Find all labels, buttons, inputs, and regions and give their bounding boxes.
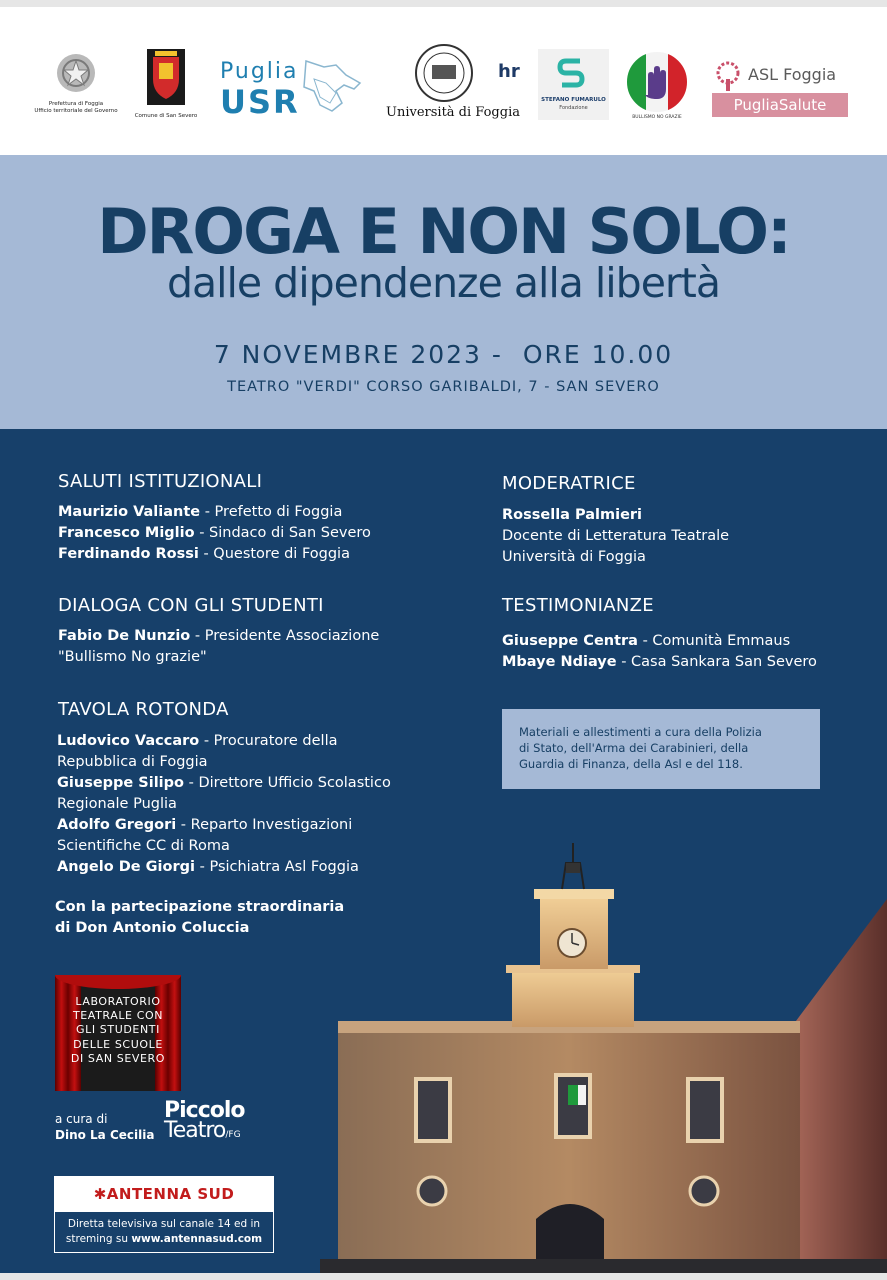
a-cura-di bbox=[55, 1111, 154, 1143]
person-role: - Procuratore della bbox=[199, 733, 338, 749]
pugliasalute-label: PugliaSalute bbox=[712, 93, 848, 117]
fg-suffix: /FG bbox=[225, 1130, 241, 1140]
person-name: Giuseppe Centra bbox=[502, 633, 638, 649]
person-name: Angelo De Giorgi bbox=[57, 859, 195, 875]
tree-icon bbox=[712, 61, 744, 93]
antenna-brand: ANTENNA SUD bbox=[106, 1185, 235, 1203]
partecipazione-line-2: di Don Antonio Coluccia bbox=[55, 920, 250, 936]
tavola-line-1 bbox=[57, 731, 338, 752]
title-band bbox=[0, 155, 887, 429]
usr-logo bbox=[218, 51, 372, 127]
tavola-line-4: Regionale Puglia bbox=[57, 796, 177, 812]
asl-logo bbox=[712, 59, 848, 117]
testimonianze-line-2 bbox=[502, 652, 817, 673]
main-title: DROGA E NON SOLO: bbox=[97, 195, 790, 268]
lab-line-3: GLI STUDENTI bbox=[76, 1023, 160, 1037]
antenna-text bbox=[55, 1217, 273, 1247]
person-name: Mbaye Ndiaye bbox=[502, 654, 617, 670]
person-name: Maurizio Valiante bbox=[58, 504, 201, 520]
note-line-1: Materiali e allestimenti a cura della Polizia bbox=[519, 725, 762, 739]
antenna-url[interactable]: www.antennasud.com bbox=[131, 1233, 263, 1245]
palazzo-building-image bbox=[320, 839, 887, 1273]
moderatrice-line-2: Docente di Letteratura Teatrale bbox=[502, 528, 730, 544]
city-crest-icon bbox=[133, 47, 199, 109]
antenna-sud-logo bbox=[55, 1177, 273, 1212]
dialoga-heading: DIALOGA CON GLI STUDENTI bbox=[58, 595, 324, 616]
person-name: Adolfo Gregori bbox=[57, 817, 177, 833]
note-line-2: di Stato, dell'Arma dei Carabinieri, della bbox=[519, 741, 749, 755]
fumarulo-s-icon bbox=[538, 49, 609, 95]
tavola-line-7 bbox=[57, 857, 359, 878]
person-role: - Casa Sankara San Severo bbox=[616, 654, 817, 670]
moderatrice-name: Rossella Palmieri bbox=[502, 507, 643, 523]
event-poster bbox=[0, 7, 887, 1273]
event-venue: TEATRO "VERDI" CORSO GARIBALDI, 7 - SAN SEVERO bbox=[227, 379, 660, 395]
usr-text: USR bbox=[220, 83, 300, 121]
person-name: Giuseppe Silipo bbox=[57, 775, 184, 791]
bullismo-label: BULLISMO NO GRAZIE bbox=[632, 115, 682, 120]
laboratorio-text bbox=[55, 995, 181, 1066]
program-section bbox=[0, 429, 887, 1273]
saluti-heading: SALUTI ISTITUZIONALI bbox=[58, 471, 263, 492]
event-date: 7 NOVEMBRE 2023 - ORE 10.00 bbox=[213, 340, 674, 369]
lab-line-2: TEATRALE CON bbox=[72, 1009, 164, 1023]
piccolo-teatro-logo bbox=[164, 1098, 245, 1145]
fumarulo-logo bbox=[538, 49, 609, 120]
person-role: - Presidente Associazione bbox=[190, 628, 380, 644]
partecipazione-line-1: Con la partecipazione straordinaria bbox=[55, 899, 345, 915]
bullismo-hand-icon bbox=[624, 49, 690, 115]
unifg-logo bbox=[386, 43, 520, 129]
note-line-3: Guardia di Finanza, della Asl e del 118. bbox=[519, 757, 743, 771]
antenna-sud-box bbox=[54, 1176, 274, 1253]
person-name: Fabio De Nunzio bbox=[58, 628, 191, 644]
dialoga-line-1 bbox=[58, 626, 379, 647]
saluti-person-1 bbox=[58, 502, 342, 523]
acura-name: Dino La Cecilia bbox=[55, 1128, 155, 1142]
person-name: Francesco Miglio bbox=[58, 525, 195, 541]
antenna-line-1: Diretta televisiva sul canale 14 ed in bbox=[67, 1218, 261, 1230]
usr-puglia: Puglia bbox=[220, 59, 299, 84]
saluti-person-3 bbox=[58, 544, 350, 565]
fumarulo-name: STEFANO FUMARULO bbox=[541, 97, 606, 103]
moderatrice-line-3: Università di Foggia bbox=[502, 549, 646, 565]
comune-logo bbox=[133, 47, 199, 127]
person-role: - Prefetto di Foggia bbox=[200, 504, 343, 520]
person-role: - Questore di Foggia bbox=[198, 546, 350, 562]
subtitle: dalle dipendenze alla libertà bbox=[166, 259, 720, 307]
fumarulo-sub: Fondazione bbox=[559, 105, 588, 111]
prefettura-logo bbox=[33, 51, 119, 121]
testimonianze-line-1 bbox=[502, 631, 790, 652]
testimonianze-heading: TESTIMONIANZE bbox=[502, 595, 654, 616]
teatro-word: Teatro bbox=[164, 1118, 226, 1143]
person-role: - Reparto Investigazioni bbox=[176, 817, 353, 833]
antenna-line-2-prefix: streming su bbox=[65, 1233, 132, 1245]
laboratorio-box bbox=[55, 975, 181, 1091]
materiali-note bbox=[502, 709, 820, 789]
prefettura-line1: Prefettura di Foggia bbox=[48, 101, 104, 107]
acura-label: a cura di bbox=[55, 1112, 108, 1126]
dialoga-line-2: "Bullismo No grazie" bbox=[58, 649, 207, 665]
lab-line-4: DELLE SCUOLE bbox=[73, 1037, 163, 1051]
tavola-line-6: Scientifiche CC di Roma bbox=[57, 838, 230, 854]
italian-emblem-icon bbox=[33, 51, 119, 97]
tavola-line-2: Repubblica di Foggia bbox=[57, 754, 208, 770]
asl-label: ASL Foggia bbox=[748, 65, 837, 84]
person-name: Ferdinando Rossi bbox=[58, 546, 199, 562]
person-role: - Sindaco di San Severo bbox=[194, 525, 371, 541]
bullismo-logo bbox=[624, 49, 690, 125]
svg-text:hr: hr bbox=[498, 61, 520, 82]
antenna-star-icon: ✱ bbox=[93, 1185, 107, 1203]
unifg-label: Università di Foggia bbox=[386, 105, 520, 120]
logo-strip bbox=[0, 7, 887, 155]
person-role: - Direttore Ufficio Scolastico bbox=[184, 775, 391, 791]
tavola-line-3 bbox=[57, 773, 391, 794]
lab-line-5: DI SAN SEVERO bbox=[70, 1051, 166, 1065]
university-seal-icon bbox=[386, 43, 520, 105]
prefettura-line2: Ufficio territoriale del Governo bbox=[34, 108, 118, 114]
moderatrice-heading: MODERATRICE bbox=[502, 473, 636, 494]
person-role: - Comunità Emmaus bbox=[637, 633, 791, 649]
lab-line-1: LABORATORIO bbox=[75, 995, 161, 1008]
comune-label: Comune di San Severo bbox=[134, 113, 198, 119]
tavola-heading: TAVOLA ROTONDA bbox=[58, 699, 229, 720]
saluti-person-2 bbox=[58, 523, 371, 544]
piccolo-word: Piccolo bbox=[164, 1098, 245, 1123]
person-role: - Psichiatra Asl Foggia bbox=[195, 859, 359, 875]
person-name: Ludovico Vaccaro bbox=[57, 733, 200, 749]
tavola-line-5 bbox=[57, 815, 352, 836]
